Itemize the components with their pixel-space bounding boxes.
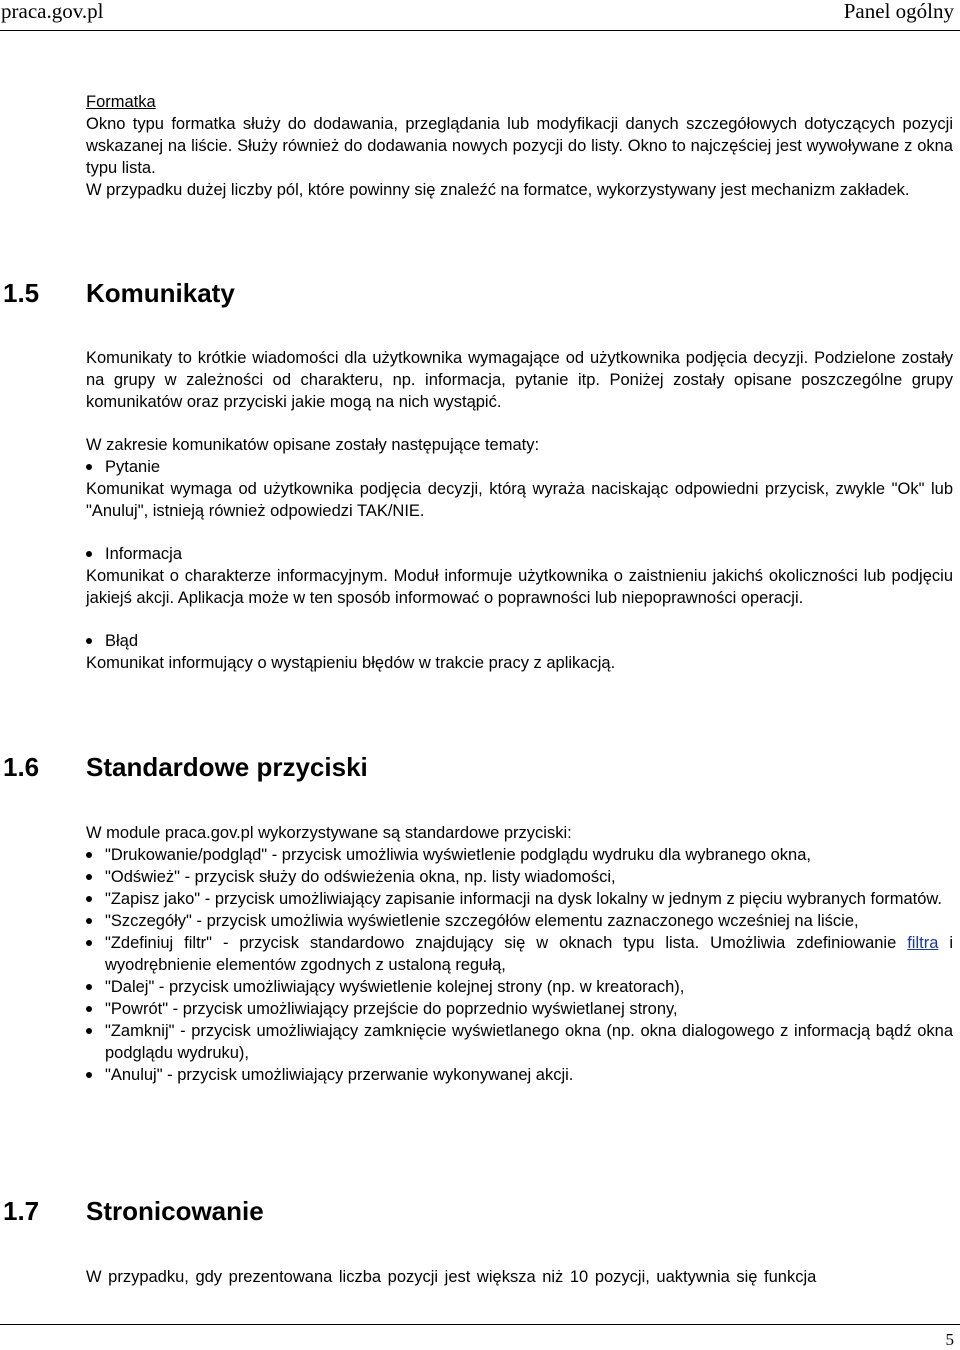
button-list bbox=[86, 844, 953, 1086]
filtra-link[interactable]: filtra bbox=[907, 934, 939, 952]
formatka-paragraph-1: Okno typu formatka służy do dodawania, przeglądania lub modyfikacji danych szczegółowych dotyczących pozycji wskazanej na liście. Służy również do dodawania nowych pozycji do listy. Okno to najczęściej jest wywoływane z okna typu lista. bbox=[86, 115, 953, 177]
list-item-description: Komunikat wymaga od użytkownika podjęcia decyzji, którą wyraża naciskając odpowiedni przycisk, zwykle "Ok" lub "Anuluj", istnieją również odpowiedzi TAK/NIE. bbox=[86, 480, 953, 520]
section-heading-1-5 bbox=[3, 278, 235, 308]
formatka-paragraph-2: W przypadku dużej liczby pól, które powinny się znaleźć na formatce, wykorzystywany jest mechanizm zakładek. bbox=[86, 181, 910, 199]
list-item: Błąd bbox=[86, 630, 953, 652]
filtr-text-b: i wyodrębnienie elementów zgodnych z ustaloną regułą, bbox=[105, 934, 953, 974]
section-title: Standardowe przyciski bbox=[86, 752, 368, 782]
header-site-name: praca.gov.pl bbox=[1, 0, 104, 23]
section-number: 1.5 bbox=[3, 278, 40, 308]
list-item: Informacja bbox=[86, 543, 953, 565]
page-number: 5 bbox=[945, 1330, 954, 1349]
komunikaty-paragraph-1: Komunikaty to krótkie wiadomości dla użytkownika wymagające od użytkownika podjęcia decyzji. Podzielone zostały na grupy w zależności od charakteru, np. informacja, pytanie itp. Poniżej zostały opisane poszczególne grupy komunikatów oraz przyciski jakie mogą na nich wystąpić. bbox=[86, 349, 953, 411]
section-title: Komunikaty bbox=[86, 278, 235, 308]
przyciski-intro: W module praca.gov.pl wykorzystywane są standardowe przyciski: bbox=[86, 824, 572, 842]
footer-divider bbox=[0, 1324, 960, 1325]
formatka-title: Formatka bbox=[86, 93, 156, 111]
stronicowanie-paragraph: W przypadku, gdy prezentowana liczba pozycji jest większa niż 10 pozycji, uaktywnia się funkcja bbox=[86, 1268, 817, 1286]
message-type-list bbox=[86, 630, 953, 652]
list-item: "Dalej" - przycisk umożliwiający wyświetlenie kolejnej strony (np. w kreatorach), bbox=[86, 976, 953, 998]
formatka-section bbox=[86, 91, 953, 201]
komunikaty-paragraph-2: W zakresie komunikatów opisane zostały następujące tematy: bbox=[86, 436, 540, 454]
filtr-text-a: "Zdefiniuj filtr" - przycisk standardowo znajdujący się w oknach typu lista. Umożliwia zdefiniowanie bbox=[105, 934, 897, 952]
list-item: "Drukowanie/podgląd" - przycisk umożliwia wyświetlenie podglądu wydruku dla wybranego okna, bbox=[86, 844, 953, 866]
przyciski-section bbox=[86, 822, 953, 1086]
section-heading-1-7 bbox=[3, 1196, 264, 1226]
list-item: "Zamknij" - przycisk umożliwiający zamknięcie wyświetlanego okna (np. okna dialogowego z informacją bądź okna podglądu wydruku), bbox=[86, 1020, 953, 1064]
list-item: "Anuluj" - przycisk umożliwiający przerwanie wykonywanej akcji. bbox=[86, 1064, 953, 1086]
section-heading-1-6 bbox=[3, 752, 368, 782]
list-item: "Odśwież" - przycisk służy do odświeżenia okna, np. listy wiadomości, bbox=[86, 866, 953, 888]
section-number: 1.6 bbox=[3, 752, 40, 782]
message-type-list bbox=[86, 456, 953, 478]
komunikaty-section bbox=[86, 347, 953, 674]
header-section-title: Panel ogólny bbox=[843, 0, 954, 23]
page-header bbox=[0, 0, 960, 31]
list-item: "Szczegóły" - przycisk umożliwia wyświetlenie szczegółów elementu zaznaczonego wcześniej na liście, bbox=[86, 910, 953, 932]
message-type-list bbox=[86, 543, 953, 565]
list-item-description: Komunikat informujący o wystąpieniu błędów w trakcie pracy z aplikacją. bbox=[86, 654, 616, 672]
list-item-description: Komunikat o charakterze informacyjnym. Moduł informuje użytkownika o zaistnieniu jakichś okoliczności lub podjęciu jakiejś akcji. Aplikacja może w ten sposób informować o poprawności lub niepoprawności operacji. bbox=[86, 567, 953, 607]
list-item: "Zapisz jako" - przycisk umożliwiający zapisanie informacji na dysk lokalny w jednym z pięciu wybranych formatów. bbox=[86, 888, 953, 910]
stronicowanie-section bbox=[86, 1266, 953, 1288]
section-title: Stronicowanie bbox=[86, 1196, 264, 1226]
section-number: 1.7 bbox=[3, 1196, 40, 1226]
list-item: Pytanie bbox=[86, 456, 953, 478]
list-item: "Powrót" - przycisk umożliwiający przejście do poprzednio wyświetlanej strony, bbox=[86, 998, 953, 1020]
list-item bbox=[86, 932, 953, 976]
